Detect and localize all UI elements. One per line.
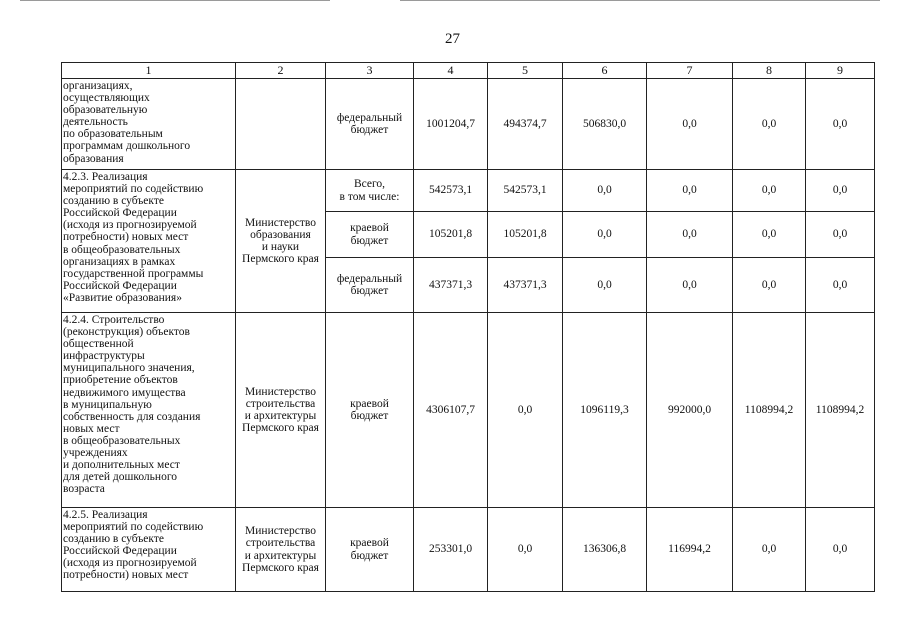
page-number: 27: [445, 31, 460, 47]
value-cell: 0,0: [806, 212, 875, 258]
value-cell: 542573,1: [488, 170, 563, 212]
column-number: 2: [236, 63, 326, 79]
table-row: [62, 313, 875, 508]
value-cell: 105201,8: [414, 212, 488, 258]
funding-source: краевой бюджет: [326, 313, 414, 508]
value-cell: 0,0: [563, 170, 647, 212]
value-cell: 0,0: [647, 212, 733, 258]
measure-description: организациях, осуществляющих образовательную деятельность по образовательным программам дошкольного образования: [62, 79, 236, 170]
table-row: [62, 170, 875, 212]
executor-cell: [236, 79, 326, 170]
value-cell: 437371,3: [488, 258, 563, 313]
value-cell: 1096119,3: [563, 313, 647, 508]
value-cell: 0,0: [733, 170, 806, 212]
value-cell: 4306107,7: [414, 313, 488, 508]
table-row: [62, 508, 875, 592]
value-cell: 542573,1: [414, 170, 488, 212]
top-rule-right: [400, 0, 880, 1]
column-number: 4: [414, 63, 488, 79]
measure-description: 4.2.4. Строительство (реконструкция) объектов общественной инфраструктуры муниципального значения, приобретение объектов недвижимого имущества в муниципальную собственность для создания новых мест в общеобразовательных учреждениях и дополнительных мест для детей дошкольного возраста: [62, 313, 236, 508]
column-number: 5: [488, 63, 563, 79]
funding-source: федеральный бюджет: [326, 258, 414, 313]
funding-source: краевой бюджет: [326, 508, 414, 592]
value-cell: 0,0: [806, 508, 875, 592]
column-number: 8: [733, 63, 806, 79]
executor-cell: Министерство образования и науки Пермского края: [236, 170, 326, 313]
value-cell: 0,0: [647, 170, 733, 212]
column-number: 1: [62, 63, 236, 79]
column-number: 6: [563, 63, 647, 79]
column-number-row: [62, 63, 875, 79]
column-number: 7: [647, 63, 733, 79]
executor-cell: Министерство строительства и архитектуры Пермского края: [236, 313, 326, 508]
value-cell: 506830,0: [563, 79, 647, 170]
value-cell: 0,0: [806, 79, 875, 170]
value-cell: 1108994,2: [806, 313, 875, 508]
value-cell: 0,0: [806, 170, 875, 212]
table-row: [62, 79, 875, 170]
value-cell: 0,0: [488, 313, 563, 508]
value-cell: 0,0: [563, 258, 647, 313]
value-cell: 116994,2: [647, 508, 733, 592]
value-cell: 0,0: [563, 212, 647, 258]
value-cell: 0,0: [647, 258, 733, 313]
column-number: 9: [806, 63, 875, 79]
value-cell: 0,0: [488, 508, 563, 592]
column-number: 3: [326, 63, 414, 79]
measure-description: 4.2.3. Реализация мероприятий по содействию созданию в субъекте Российской Федерации (исходя из прогнозируемой потребности) новых мест в общеобразовательных организациях в рамках государственной программы Российской Федерации «Развитие образования»: [62, 170, 236, 313]
funding-source: Всего, в том числе:: [326, 170, 414, 212]
value-cell: 0,0: [647, 79, 733, 170]
value-cell: 0,0: [733, 79, 806, 170]
value-cell: 0,0: [733, 258, 806, 313]
funding-source: краевой бюджет: [326, 212, 414, 258]
value-cell: 0,0: [733, 212, 806, 258]
value-cell: 136306,8: [563, 508, 647, 592]
measure-description: 4.2.5. Реализация мероприятий по содействию созданию в субъекте Российской Федерации (исходя из прогнозируемой потребности) новых мест: [62, 508, 236, 592]
top-rule-left: [20, 0, 330, 1]
value-cell: 253301,0: [414, 508, 488, 592]
value-cell: 1001204,7: [414, 79, 488, 170]
value-cell: 437371,3: [414, 258, 488, 313]
funding-source: федеральный бюджет: [326, 79, 414, 170]
budget-table: [61, 62, 875, 592]
value-cell: 0,0: [733, 508, 806, 592]
value-cell: 992000,0: [647, 313, 733, 508]
value-cell: 0,0: [806, 258, 875, 313]
executor-cell: Министерство строительства и архитектуры Пермского края: [236, 508, 326, 592]
value-cell: 1108994,2: [733, 313, 806, 508]
value-cell: 105201,8: [488, 212, 563, 258]
value-cell: 494374,7: [488, 79, 563, 170]
